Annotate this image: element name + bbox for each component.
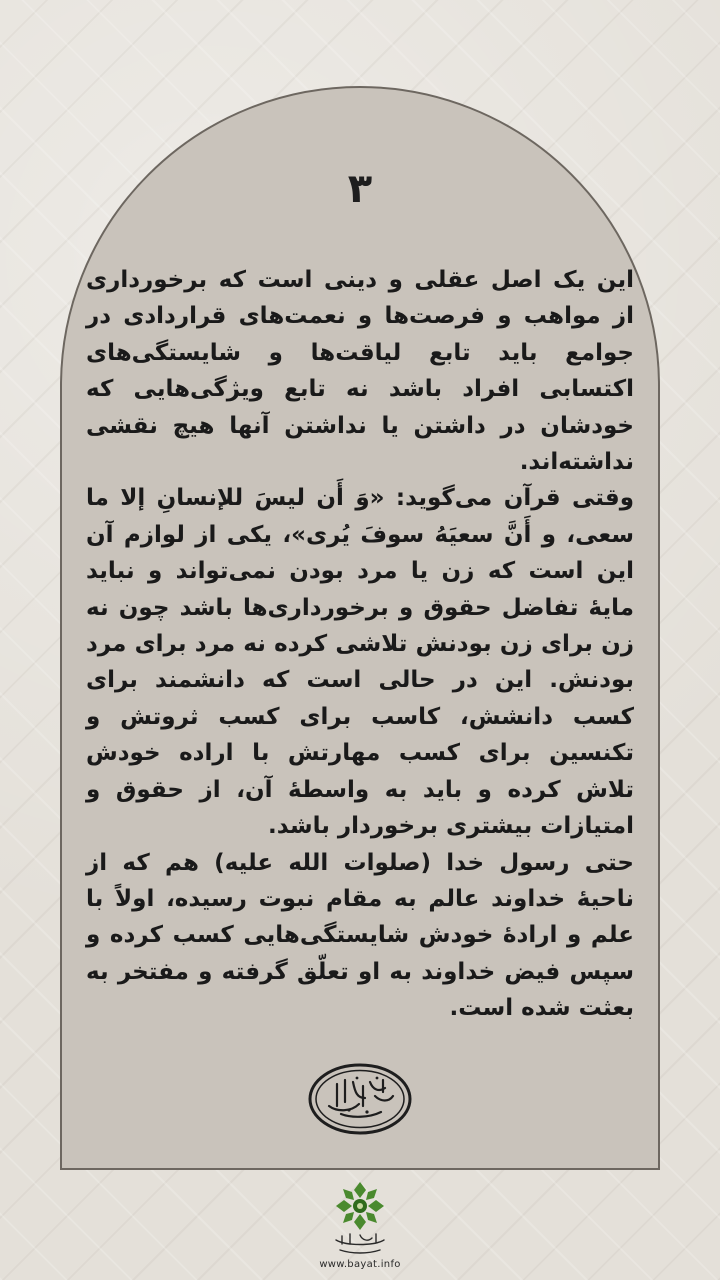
page-number: ۳: [347, 166, 373, 212]
calligraphy-seal-icon: [307, 1062, 413, 1136]
paragraph-2: وقتی قرآن می‌گوید: «وَ أَن لیسَ للإنسانِ إلا ما سعی، و أَنَّ سعیَهُ سوفَ یُری»، یکی از لوازم آن این است که زن یا مرد بودن نمی‌تواند و نباید مایهٔ تفاضل حقوق و برخورداری‌ها باشد چون نه زن برای زن بودنش تلاشی کرده نه مرد برای مرد بودنش. این در حالی است که دانشمند برای کسب دانشش، کاسب برای کسب ثروتش و تکنسین برای کسب مهارتش با اراده خودش تلاش کرده و باید به واسطهٔ آن، از حقوق و امتیازات بیشتری برخوردار باشد.: [86, 485, 634, 840]
site-logo-icon: [326, 1180, 394, 1258]
body-text: [86, 262, 634, 1027]
paragraph-3: حتی رسول خدا (صلوات الله علیه) هم که از ناحیهٔ خداوند عالم به مقام نبوت رسیده، اولاً با علم و ارادهٔ خودش شایستگی‌هایی کسب کرده و سپس فیض خداوند به او تعلّق گرفته و مفتخر به بعثت شده است.: [86, 849, 634, 1022]
footer-url: www.bayat.info: [319, 1259, 401, 1270]
paragraph-1: این یک اصل عقلی و دینی است که برخورداری از مواهب و فرصت‌ها و نعمت‌های قراردادی در جوامع باید تابع لیاقت‌ها و شایستگی‌های اکتسابی افراد باشد نه تابع ویژگی‌هایی که خودشان در داشتن یا نداشتن آنها هیچ نقشی نداشته‌اند.: [86, 267, 634, 476]
